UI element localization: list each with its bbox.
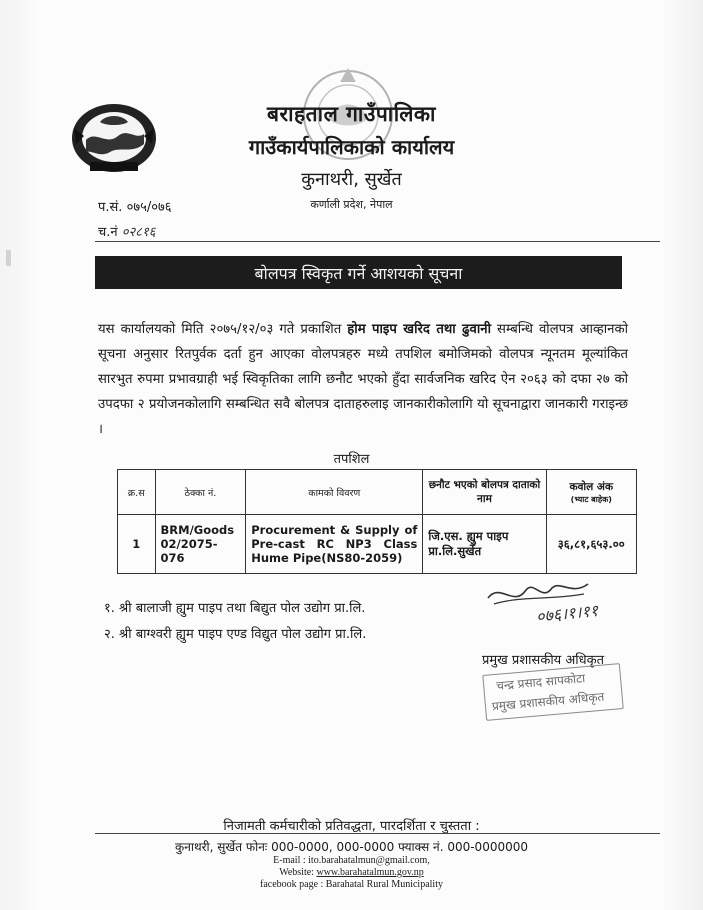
- office-location: कुनाथरी, सुर्खेत: [301, 169, 402, 190]
- province-name: कर्णाली प्रदेश, नेपाल: [310, 198, 393, 211]
- header-divider: [95, 241, 660, 242]
- amount-header-note: (भ्याट बाहेक): [570, 494, 612, 504]
- footer-facebook: facebook page : Barahatal Rural Municipality: [260, 879, 443, 890]
- cell-description: Procurement & Supply of Pre-cast RC NP3 Class Hume Pipe(NS80-2059): [246, 515, 423, 574]
- footer-website: [0, 867, 703, 878]
- notice-title: बोलपत्र स्विकृत गर्ने आशयको सूचना: [254, 263, 463, 283]
- footer-slogan: निजामती कर्मचारीको प्रतिवद्धता, पारदर्शिता र चुस्तता :: [223, 819, 480, 834]
- dispatch-number: [98, 222, 156, 240]
- award-table: [117, 469, 637, 574]
- col-header-amount: [546, 470, 636, 515]
- bidder-list-item: १. श्री बालाजी ह्युम पाइप तथा बिद्युत पोल उद्योग प्रा.लि.: [104, 601, 366, 616]
- chn-value: ०२८१६: [121, 225, 156, 240]
- footer-email: E-mail : ito.barahatalmun@gmail.com,: [273, 855, 430, 866]
- col-header-sn: क्र.स: [118, 470, 156, 515]
- cell-bidder: जि.एस. ह्युम पाइप प्रा.लि.सुर्खेत: [423, 515, 546, 574]
- table-row: [118, 515, 637, 574]
- scan-edge-mark: [6, 250, 11, 266]
- reference-number: [98, 197, 172, 215]
- signature-date: ०७६।१।११: [535, 600, 599, 627]
- municipality-name: बराहताल गाउँपालिका: [266, 102, 436, 126]
- notice-text-item: होम पाइप खरिद तथा ढुवानी: [347, 322, 492, 337]
- notice-body: [98, 317, 628, 442]
- office-name: गाउँकार्यपालिकाको कार्यालय: [248, 135, 455, 159]
- table-heading: तपशिल: [333, 452, 370, 467]
- cell-contract: BRM/Goods 02/2075-076: [155, 515, 246, 574]
- table-header-row: [118, 470, 637, 515]
- cell-amount: ३६,८१,६५३.००: [546, 515, 636, 574]
- website-label: Website:: [279, 867, 317, 878]
- stamp-name: चन्द्र प्रसाद सापकोटा: [495, 671, 586, 693]
- ps-label: प.सं.: [98, 200, 123, 215]
- footer-divider: [95, 833, 660, 834]
- notice-text-part2: सम्बन्धि वोलपत्र आव्हानको सूचना अनुसार रितपुर्वक दर्ता हुन आएका वोलपत्रहरु मध्ये तपशिल बमोजिमको वोलपत्र न्यूनतम मूल्यांकित सारभुत रुपमा प्रभावग्राही भई स्विकृतिका लागि छनौट भएको हुँदा सार्वजनिक खरिद ऐन २०६३ को दफा २७ को उपदफा २ प्रयोजनकोलागि सम्बन्धित सवै बोलपत्र दाताहरुलाइ जानकारीकोलागि यो सूचनाद्वारा जानकारी गराइन्छ ।: [98, 322, 629, 437]
- notice-text-part1: यस कार्यालयको मिति २०७५/१२/०३ गते प्रकाशित: [98, 322, 348, 337]
- col-header-bidder: छनौट भएको बोलपत्र दाताको नाम: [423, 470, 546, 515]
- amount-header-label: कवोल अंक: [569, 480, 614, 493]
- col-header-contract: ठेक्का नं.: [155, 470, 246, 515]
- bidder-list-item: २. श्री बाग्श्वरी ह्युम पाइप एण्ड विद्युत पोल उद्योग प्रा.लि.: [104, 627, 367, 642]
- officer-title: प्रमुख प्रशासकीय अधिकृत: [482, 653, 605, 668]
- ps-value: ०७५/०७६: [126, 200, 172, 215]
- footer-address: कुनाथरी, सुर्खेत फोनः 000-0000, 000-0000 फ्याक्स नं. 000-0000000: [174, 840, 528, 854]
- website-link[interactable]: www.barahatalmun.gov.np: [316, 867, 424, 878]
- notice-title-banner: [95, 256, 622, 289]
- chn-label: च.नं: [98, 225, 118, 240]
- cell-sn: 1: [118, 515, 156, 574]
- stamp-title: प्रमुख प्रशासकीय अधिकृत: [491, 689, 605, 714]
- col-header-description: कामको विवरण: [246, 470, 423, 515]
